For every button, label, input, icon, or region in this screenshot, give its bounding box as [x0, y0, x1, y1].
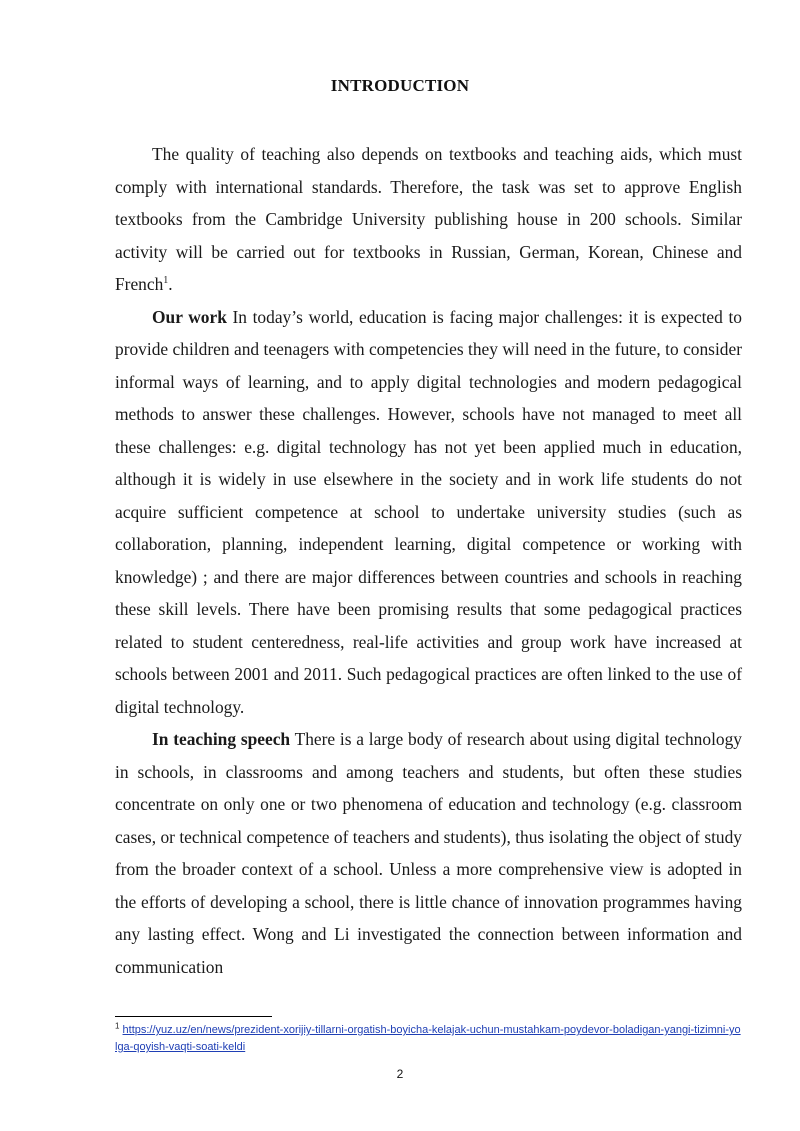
footnote-link[interactable]: https://yuz.uz/en/news/prezident-xorijiy-tillarni-orgatish-boyicha-kelajak-uchun-mustahkam-poydevor-boladigan-yangi-tizimni-yolga-qoyish-vaqti-soati-keldi — [115, 1024, 741, 1053]
footnote-reference[interactable]: 1 — [163, 275, 169, 287]
body-text — [115, 138, 742, 983]
paragraph-3 — [115, 723, 742, 983]
paragraph-1 — [115, 138, 742, 301]
section-heading: INTRODUCTION — [330, 76, 470, 95]
paragraph-3-text: There is a large body of research about using digital technology in schools, in classrooms and among teachers and students, but often these studies concentrate on only one or two phenomena of education and technology (e.g. classroom cases, or technical competence of teachers and students), thus isolating the object of study from the broader context of a school. Unless a more comprehensive view is adopted in the efforts of developing a school, there is little chance of innovation programmes having any lasting effect. Wong and Li investigated the connection between information and communication — [115, 729, 742, 977]
footnote — [115, 1022, 742, 1056]
page-number: 2 — [396, 1067, 404, 1081]
paragraph-2-lead: Our work — [152, 306, 227, 327]
paragraph-3-lead: In teaching speech — [152, 729, 291, 749]
footnote-number: 1 — [115, 1021, 120, 1031]
paragraph-1-text: The quality of teaching also depends on textbooks and teaching aids, which must comply with international standards. Therefore, the task was set to approve English textbooks from the Cambridge University publishing house in 200 schools. Similar activity will be carried out for textbooks in Russian, German, Korean, Chinese and French — [115, 144, 742, 294]
paragraph-2-text: In today’s world, education is facing major challenges: it is expected to provide children and teenagers with competencies they will need in the future, to consider informal ways of learning, and to apply digital technologies and modern pedagogical methods to answer these challenges. However, schools have not managed to meet all these challenges: e.g. digital technology has not yet been applied much in education, although it is widely in use elsewhere in the society and in work life students do not acquire sufficient competence at school to undertake university studies (such as collaboration, planning, independent learning, digital competence or working with knowledge) ; and there are major differences between countries and schools in reaching these skill levels. There have been promising results that some pedagogical practices related to student centeredness, real-life activities and group work have increased at schools between 2001 and 2011. Such pedagogical practices are often linked to the use of digital technology. — [115, 306, 742, 717]
footnote-separator — [115, 1016, 272, 1017]
paragraph-2 — [115, 301, 742, 724]
paragraph-1-end: . — [168, 274, 173, 294]
